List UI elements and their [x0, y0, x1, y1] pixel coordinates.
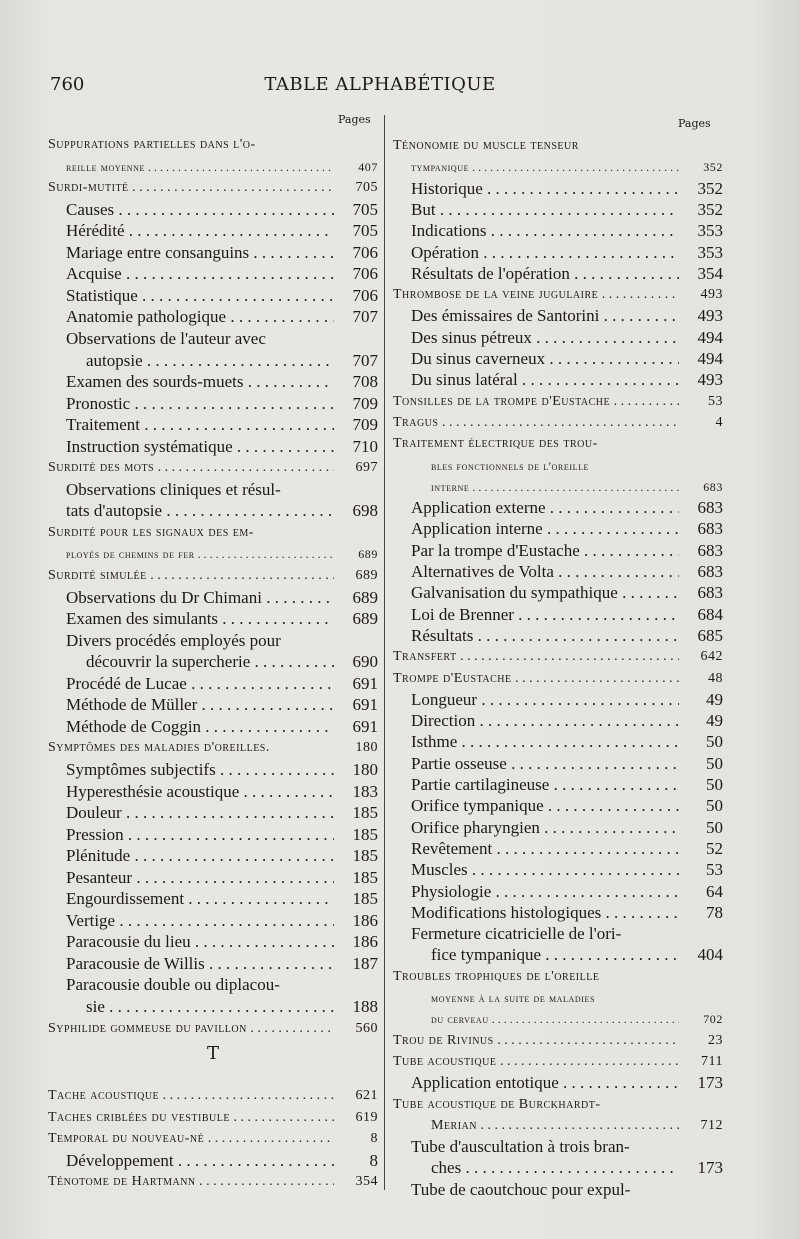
index-entry-text: Thrombose de la veine jugulaire . . .	[393, 284, 679, 306]
index-entry	[48, 1018, 378, 1040]
index-entry-text: Pesanteur . . .	[48, 867, 334, 889]
index-entry-text: Isthme . . .	[393, 731, 679, 753]
index-entry	[393, 817, 723, 839]
index-entry-page: 709	[352, 415, 378, 435]
index-entry	[48, 306, 378, 328]
index-entry-page: 689	[358, 547, 378, 562]
section-letter: T	[206, 1043, 219, 1064]
index-entry	[48, 673, 378, 695]
index-entry	[393, 156, 723, 178]
index-entry-text: tats d'autopsie . . .	[48, 500, 334, 522]
index-entry-text: Tube d'auscultation à trois bran-	[411, 1137, 630, 1157]
index-entry-text: Tonsilles de la trompe d'Eustache . . .	[393, 391, 679, 413]
index-entry-page: 689	[355, 568, 378, 583]
index-entry-page: 48	[708, 670, 723, 686]
index-entry-page: 354	[697, 263, 723, 283]
index-entry	[48, 565, 378, 587]
index-entry	[393, 689, 723, 711]
index-entry	[48, 285, 378, 307]
index-entry-text: découvrir la supercherie . . .	[48, 651, 334, 673]
index-entry-page: 52	[706, 838, 723, 858]
index-entry-text: Par la trompe d'Eustache . . .	[393, 540, 679, 562]
index-entry-text: Paracousie du lieu . . .	[48, 931, 334, 953]
index-entry-text: Fermeture cicatricielle de l'ori-	[411, 924, 622, 944]
index-entry	[48, 263, 378, 285]
index-entry-text: Application interne . . .	[393, 518, 679, 540]
index-entry-page: 493	[700, 287, 723, 303]
index-entry-page: 8	[369, 1150, 378, 1170]
index-entry-page: 352	[703, 160, 723, 175]
index-entry-page: 683	[697, 519, 723, 539]
index-entry-text: Acquise . . .	[48, 263, 334, 285]
index-entry	[48, 1085, 378, 1107]
index-entry-page: 698	[352, 501, 378, 521]
index-entry-text: autopsie . . .	[48, 350, 334, 372]
index-entry-page: 710	[352, 436, 378, 456]
index-entry-page: 188	[352, 997, 378, 1016]
index-entry-page: 691	[352, 716, 378, 736]
index-entry-text: Pronostic . . .	[48, 393, 334, 415]
index-entry-text: Du sinus caverneux . . .	[393, 348, 679, 370]
index-entry-text: Suppurations partielles dans l'o-	[48, 137, 256, 152]
index-entry-page: 173	[697, 1073, 723, 1093]
index-entry-text: Syphilide gommeuse du pavillon . . .	[48, 1018, 334, 1040]
index-entry	[48, 242, 378, 264]
index-entry-page: 8	[370, 1131, 378, 1146]
index-entry	[393, 1115, 723, 1137]
index-entry	[48, 543, 378, 565]
index-entry	[393, 902, 723, 924]
index-entry-text: Orifice tympanique . . .	[393, 795, 679, 817]
index-entry-page: 685	[697, 625, 723, 645]
index-entry-text: Vertige . . .	[48, 910, 334, 932]
index-entry-page: 78	[706, 902, 723, 922]
index-entry-text: moyenne à la suite de maladies	[431, 991, 596, 1005]
index-entry-page: 560	[355, 1020, 378, 1036]
index-entry-text: Des émissaires de Santorini . . .	[393, 305, 679, 327]
index-entry-text: Méthode de Coggin . . .	[48, 716, 334, 738]
index-entry-page: 702	[703, 1012, 723, 1027]
index-entry-text: Ténonomie du muscle tenseur	[393, 138, 579, 153]
index-entry-page: 642	[700, 649, 723, 665]
index-entry-text: Muscles . . .	[393, 859, 679, 881]
index-entry	[393, 518, 723, 540]
index-entry-text: Examen des simulants . . .	[48, 608, 334, 630]
index-entry	[48, 371, 378, 393]
index-entry-text: Surdi-mutité . . .	[48, 177, 334, 199]
index-entry	[393, 1072, 723, 1094]
index-entry	[393, 881, 723, 903]
index-entry-page: 185	[352, 889, 378, 909]
index-entry	[393, 731, 723, 753]
index-entry	[393, 604, 723, 626]
index-entry-text: Hérédité . . .	[48, 220, 334, 242]
index-entry	[48, 996, 378, 1018]
index-entry-text: bles fonctionnels de l'oreille	[431, 458, 590, 473]
index-entry	[48, 199, 378, 221]
index-entry-text: Partie cartilagineuse . . .	[393, 774, 679, 796]
index-entry-text: Ténotome de Hartmann . . .	[48, 1171, 334, 1193]
column-divider	[384, 115, 385, 1190]
index-entry-page: 691	[352, 695, 378, 715]
index-entry	[393, 753, 723, 775]
index-entry	[48, 1128, 378, 1150]
index-entry-page: 709	[352, 393, 378, 413]
index-entry-page: 353	[697, 242, 723, 262]
index-entry-text: ployés de chemins de fer . . .	[48, 543, 334, 565]
index-entry	[393, 263, 723, 285]
index-entry	[393, 433, 723, 455]
index-entry-text: interne . . .	[393, 476, 679, 498]
index-entry-page: 683	[697, 540, 723, 560]
index-entry-page: 711	[701, 1053, 723, 1069]
index-entry-text: ches . . .	[393, 1157, 679, 1179]
index-entry-page: 50	[706, 775, 723, 794]
index-entry-text: Partie osseuse . . .	[393, 753, 679, 775]
index-entry-text: Physiologie . . .	[393, 881, 679, 903]
index-entry	[48, 802, 378, 824]
index-entry	[393, 774, 723, 796]
index-entry-text: Pression . . .	[48, 824, 334, 846]
index-entry-text: Causes . . .	[48, 199, 334, 221]
index-entry	[393, 1179, 723, 1201]
index-entry	[48, 694, 378, 716]
index-entry-page: 706	[352, 285, 378, 305]
index-entry	[48, 845, 378, 867]
index-entry-text: Mariage entre consanguins . . .	[48, 242, 334, 264]
index-entry	[48, 974, 378, 996]
index-entry-page: 50	[706, 796, 723, 816]
index-entry	[48, 867, 378, 889]
index-entry-page: 707	[352, 350, 378, 370]
index-entry	[48, 1107, 378, 1129]
index-entry-page: 683	[697, 583, 723, 603]
index-entry	[48, 457, 378, 479]
index-entry-text: Anatomie pathologique . . .	[48, 306, 334, 328]
index-entry-text: Traitement . . .	[48, 414, 334, 436]
index-entry-page: 706	[352, 264, 378, 284]
index-entry	[393, 859, 723, 881]
index-entry-page: 50	[706, 753, 723, 773]
index-entry-text: fice tympanique . . .	[393, 944, 679, 966]
index-entry-text: Du sinus latéral . . .	[393, 369, 679, 391]
index-entry	[393, 625, 723, 647]
index-entry-text: Tache acoustique . . .	[48, 1085, 334, 1107]
index-entry-text: Procédé de Lucae . . .	[48, 673, 334, 695]
index-entry-page: 683	[703, 479, 723, 494]
index-entry	[48, 781, 378, 803]
index-entry-page: 705	[352, 221, 378, 241]
index-entry-page: 50	[706, 817, 723, 837]
index-entry	[48, 414, 378, 436]
index-entry	[393, 412, 723, 434]
index-entry	[48, 393, 378, 415]
index-entry-text: Indications . . .	[393, 220, 679, 242]
index-entry-page: 352	[697, 178, 723, 198]
index-entry-text: Résultats . . .	[393, 625, 679, 647]
index-entry-page: 707	[352, 307, 378, 327]
index-entry-page: 705	[352, 199, 378, 219]
index-entry-page: 49	[706, 711, 723, 731]
pages-label-right: Pages	[678, 117, 711, 130]
index-entry-text: Direction . . .	[393, 710, 679, 732]
index-entry	[393, 944, 723, 966]
index-entry-text: Tube acoustique . . .	[393, 1051, 679, 1073]
index-entry-page: 180	[352, 759, 378, 779]
index-entry-page: 689	[352, 609, 378, 629]
index-entry-text: Symptômes des maladies d'oreilles.	[48, 740, 270, 756]
index-entry-page: 684	[697, 604, 723, 624]
index-entry-text: Taches criblées du vestibule . . .	[48, 1107, 334, 1129]
index-entry-page: 494	[697, 327, 723, 347]
index-entry	[393, 710, 723, 732]
index-entry-page: 493	[697, 306, 723, 326]
index-entry	[393, 242, 723, 264]
index-entry	[48, 910, 378, 932]
index-entry-page: 407	[358, 159, 378, 174]
index-entry	[48, 953, 378, 975]
index-entry	[393, 391, 723, 413]
page-title: TABLE ALPHABÉTIQUE	[264, 74, 496, 95]
index-entry	[393, 1051, 723, 1073]
index-entry-text: Alternatives de Volta . . .	[393, 561, 679, 583]
index-entry-text: sie . . .	[48, 996, 334, 1018]
index-entry-page: 712	[700, 1117, 723, 1133]
index-entry-text: Merian . . .	[393, 1115, 679, 1137]
index-entry-text: Tragus . . .	[393, 412, 679, 434]
index-entry	[393, 327, 723, 349]
index-entry-text: Modifications histologiques . . .	[393, 902, 679, 924]
index-entry-page: 690	[352, 652, 378, 672]
index-entry-text: Surdité des mots . . .	[48, 457, 334, 479]
index-entry-page: 493	[697, 370, 723, 390]
index-entry	[48, 522, 378, 544]
index-entry-page: 706	[352, 242, 378, 262]
index-entry	[393, 135, 723, 157]
index-entry	[48, 220, 378, 242]
index-entry	[393, 1094, 723, 1116]
index-entry	[48, 608, 378, 630]
index-entry-text: Temporal du nouveau-né . . .	[48, 1128, 334, 1150]
index-entry-page: 173	[697, 1158, 723, 1178]
index-entry-page: 185	[352, 803, 378, 823]
index-entry-text: Statistique . . .	[48, 285, 334, 307]
index-entry	[48, 716, 378, 738]
index-entry-page: 708	[352, 372, 378, 392]
index-entry-text: Méthode de Müller . . .	[48, 694, 334, 716]
index-entry	[48, 630, 378, 652]
index-entry-text: Tube de caoutchouc pour expul-	[411, 1179, 631, 1199]
index-entry-page: 354	[355, 1174, 378, 1189]
index-entry	[48, 479, 378, 501]
index-entry-text: Des sinus pétreux . . .	[393, 327, 679, 349]
index-entry-text: Trompe d'Eustache . . .	[393, 668, 679, 690]
index-entry	[393, 284, 723, 306]
index-entry-text: Traitement électrique des trou-	[393, 436, 598, 452]
index-entry-text: tympanique . . .	[393, 156, 679, 178]
index-entry	[393, 1157, 723, 1179]
index-entry	[48, 156, 378, 178]
index-entry-text: Orifice pharyngien . . .	[393, 817, 679, 839]
index-entry-page: 697	[355, 460, 378, 476]
index-entry	[393, 795, 723, 817]
index-entry	[393, 923, 723, 945]
index-entry	[393, 966, 723, 988]
index-entry	[48, 328, 378, 350]
index-entry	[393, 1030, 723, 1052]
index-entry-page: 689	[352, 587, 378, 607]
index-entry-page: 185	[352, 867, 378, 887]
index-entry-text: Observations cliniques et résul-	[66, 479, 281, 499]
index-entry-text: Application externe . . .	[393, 497, 679, 519]
index-entry-page: 50	[706, 732, 723, 752]
index-entry-text: Trou de Rivinus . . .	[393, 1030, 679, 1052]
index-entry-text: Divers procédés employés pour	[66, 630, 281, 650]
index-entry-text: Plénitude . . .	[48, 845, 334, 867]
index-entry-page: 4	[715, 414, 723, 430]
index-entry	[393, 178, 723, 200]
index-entry	[393, 582, 723, 604]
index-entry	[393, 1008, 723, 1030]
index-entry-text: reille moyenne . . .	[48, 156, 334, 178]
index-entry-page: 180	[355, 740, 378, 756]
index-entry-text: Douleur . . .	[48, 802, 334, 824]
index-entry-page: 186	[352, 910, 378, 930]
index-entry	[393, 540, 723, 562]
index-entry	[48, 824, 378, 846]
index-entry-text: Instruction systématique . . .	[48, 436, 334, 458]
index-entry-page: 53	[706, 860, 723, 880]
index-entry-text: Observations de l'auteur avec	[66, 328, 266, 348]
index-entry-text: Paracousie double ou diplacou-	[66, 975, 280, 995]
index-entry-page: 619	[355, 1109, 378, 1125]
index-entry	[48, 651, 378, 673]
index-entry-page: 621	[355, 1088, 378, 1103]
index-entry-page: 187	[352, 953, 378, 973]
index-entry-text: Revêtement . . .	[393, 838, 679, 860]
index-entry	[393, 561, 723, 583]
index-entry-text: Paracousie de Willis . . .	[48, 953, 334, 975]
pages-label-left: Pages	[338, 113, 371, 126]
index-entry-text: Tube acoustique de Burckhardt-	[393, 1096, 601, 1112]
index-entry-text: Historique . . .	[393, 178, 679, 200]
index-entry	[48, 1171, 378, 1193]
index-entry	[48, 350, 378, 372]
index-entry-page: 404	[697, 945, 723, 965]
index-entry-text: But . . .	[393, 199, 679, 221]
index-entry	[393, 1136, 723, 1158]
index-entry	[393, 987, 723, 1009]
index-entry-text: Symptômes subjectifs . . .	[48, 759, 334, 781]
index-entry	[393, 199, 723, 221]
index-entry-page: 683	[697, 562, 723, 581]
index-entry-page: 494	[697, 349, 723, 368]
index-entry-text: Développement . . .	[48, 1150, 334, 1172]
index-entry	[393, 305, 723, 327]
index-entry-text: Hyperesthésie acoustique . . .	[48, 781, 334, 803]
index-entry-text: Transfert . . .	[393, 646, 679, 668]
index-entry	[48, 587, 378, 609]
index-entry-page: 53	[708, 393, 723, 409]
index-entry-text: Observations du Dr Chimani . . .	[48, 587, 334, 609]
index-entry-text: Galvanisation du sympathique . . .	[393, 582, 679, 604]
index-entry-page: 352	[697, 199, 723, 219]
index-entry-text: Examen des sourds-muets . . .	[48, 371, 334, 393]
index-entry	[393, 220, 723, 242]
index-entry-page: 683	[697, 498, 723, 518]
index-entry	[393, 838, 723, 860]
page-number: 760	[50, 74, 85, 95]
index-entry	[48, 931, 378, 953]
index-entry	[393, 455, 723, 477]
index-entry-text: Résultats de l'opération . . .	[393, 263, 679, 285]
index-entry	[48, 134, 378, 156]
index-entry-text: Application entotique . . .	[393, 1072, 679, 1094]
index-entry-text: Surdité simulée . . .	[48, 565, 334, 587]
index-entry-page: 23	[708, 1032, 723, 1048]
index-entry	[48, 737, 378, 759]
index-entry	[393, 348, 723, 370]
index-entry-page: 49	[706, 689, 723, 709]
index-entry	[393, 476, 723, 498]
index-entry-text: du cerveau . . .	[393, 1008, 679, 1030]
index-entry-page: 353	[697, 221, 723, 241]
index-entry	[48, 759, 378, 781]
index-entry-text: Engourdissement . . .	[48, 888, 334, 910]
index-entry-text: Troubles trophiques de l'oreille	[393, 968, 600, 984]
index-entry-text: Opération . . .	[393, 242, 679, 264]
index-entry	[48, 177, 378, 199]
index-entry	[48, 500, 378, 522]
index-entry	[393, 497, 723, 519]
index-entry	[48, 888, 378, 910]
index-entry-page: 185	[352, 846, 378, 866]
index-entry	[393, 369, 723, 391]
index-entry-page: 185	[352, 824, 378, 844]
index-entry-page: 183	[352, 781, 378, 801]
index-entry-text: Longueur . . .	[393, 689, 679, 711]
index-entry-page: 64	[706, 881, 723, 901]
index-entry-text: Surdité pour les signaux des em-	[48, 524, 254, 540]
index-entry	[393, 646, 723, 668]
index-entry	[393, 668, 723, 690]
index-entry	[48, 436, 378, 458]
index-entry-page: 691	[352, 673, 378, 693]
index-entry	[48, 1150, 378, 1172]
index-entry-page: 186	[352, 932, 378, 952]
index-entry-page: 705	[355, 180, 378, 196]
index-entry-text: Loi de Brenner . . .	[393, 604, 679, 626]
